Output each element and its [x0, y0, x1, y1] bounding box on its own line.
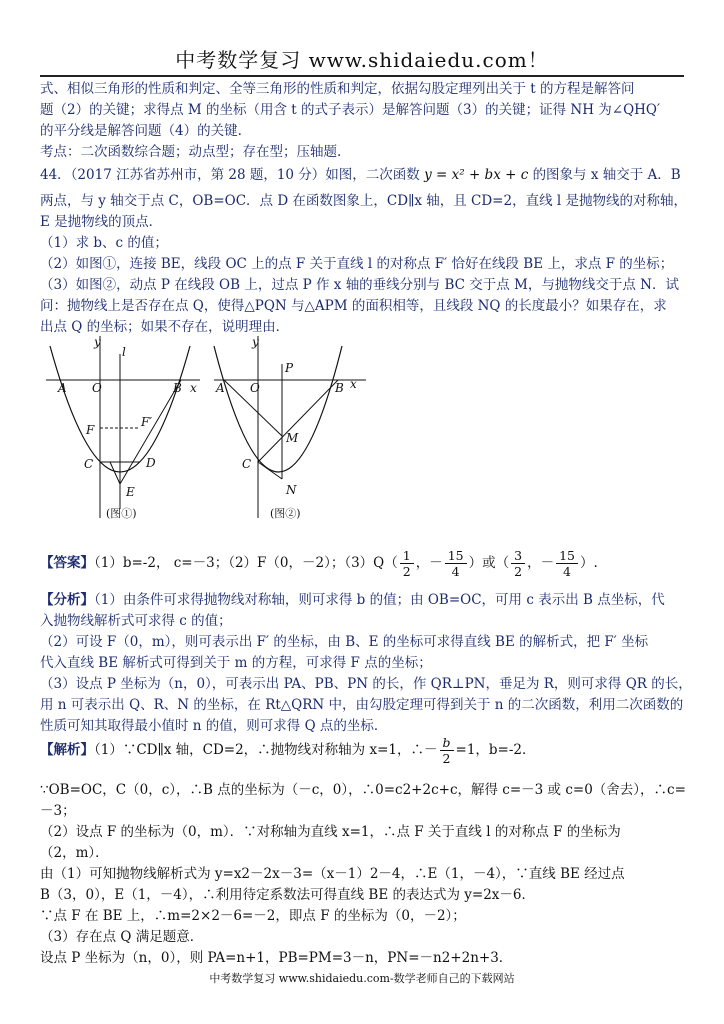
fraction-2: $\frac{15}{4}$ — [445, 548, 467, 579]
fraction-4: $\frac{15}{4}$ — [556, 548, 578, 579]
fig2-label-m: M — [286, 431, 299, 445]
solution-text: （1）∵CD∥x 轴，CD=2，∴抛物线对称轴为 x=1，∴ — [94, 742, 424, 758]
answer-comma: ， — [415, 555, 430, 571]
quadratic-function: y = x² + bx + c — [424, 167, 529, 183]
fig1-label-d: D — [146, 456, 156, 470]
solution-line-3: －3； — [40, 803, 76, 819]
fig1-label-f-prime: F′ — [141, 415, 153, 429]
fig1-label-b: B — [173, 381, 182, 395]
fig2-label-p: P — [285, 361, 294, 375]
solution-text-tail: =1，b=-2． — [455, 742, 536, 758]
header-divider — [40, 75, 684, 77]
minus-sign: － — [429, 555, 443, 571]
solution-line-5: （2，m）． — [40, 845, 109, 861]
solution-line-4: （2）设点 F 的坐标为（0，m）．∵对称轴为直线 x=1，∴点 F 关于直线 l 的对称点 F 的坐标为 — [40, 824, 621, 840]
answer-end: ）. — [579, 555, 598, 571]
fig2-label-x: x — [350, 377, 357, 391]
analysis-line-7: 性质可知其取得最小值时 n 的值，则可求得 Q 点的坐标． — [40, 718, 388, 734]
analysis-line-5: （3）设点 P 坐标为（n，0），可表示出 PA、PB、PN 的长，作 QR⊥PN，垂足为 R，则可求得 QR 的长， — [40, 676, 692, 692]
fig2-label-n: N — [286, 483, 297, 497]
page-header-title: 中考数学复习 www.shidaiedu.com！ — [175, 48, 549, 72]
answer-text: （1）b=-2， c=－3；（2）F（0，－2）；（3）Q（ — [94, 555, 398, 571]
segment-bc — [258, 380, 338, 462]
analysis-line-4: 代入直线 BE 解析式可得到关于 m 的方程，可求得 F 点的坐标； — [40, 655, 432, 671]
intro-line-2: 题（2）的关键；求得点 M 的坐标（用含 t 的式子表示）是解答问题（3）的关键；证得 NH 为∠QHQ′ — [40, 102, 661, 118]
intro-line-1: 式、相似三角形的性质和判定、全等三角形的性质和判定，依据勾股定理列出关于 t 的方程是解答问 — [40, 81, 635, 97]
problem-line-2: 两点，与 y 轴交于点 C，OB=OC．点 D 在函数图象上，CD∥x 轴，且 CD=2，直线 l 是抛物线的对称轴， — [40, 193, 687, 209]
answer-line — [40, 548, 598, 579]
solution-line-1 — [40, 735, 536, 766]
fig2-label-b: B — [335, 381, 344, 395]
figure-1 — [40, 334, 210, 526]
parabola-curve — [214, 346, 342, 472]
problem-line-8: 出点 Q 的坐标；如果不存在，说明理由． — [40, 319, 290, 335]
fraction-1: $\frac{1}{2}$ — [400, 548, 414, 579]
problem-part-2: （2）如图①，连接 BE，线段 OC 上的点 F 关于直线 l 的对称点 F′ 恰好在线段 BE 上，求点 F 的坐标； — [40, 256, 674, 272]
page-footer: 中考数学复习 www.shidaiedu.com-数学老师自己的下载网站 — [209, 972, 515, 985]
solution-line-10: 设点 P 坐标为（n，0），则 PA=n+1，PB=PM=3－n，PN=－n2+2n+3． — [40, 950, 513, 966]
fig1-label-x: x — [190, 381, 197, 395]
fig2-label-o: O — [250, 381, 260, 395]
solution-line-6: 由（1）可知抛物线解析式为 y=x2－2x－3=（x－1）2－4，∴E（1，－4），∵直线 BE 经过点 — [40, 866, 625, 882]
problem-line-1 — [40, 166, 681, 184]
solution-line-9: （3）存在点 Q 满足题意． — [40, 929, 204, 945]
analysis-text: （1）由条件可求得抛物线对称轴，则可求得 b 的值；由 OB=OC，可用 c 表示出 B 点坐标，代 — [94, 592, 665, 608]
fig1-label-l: l — [122, 345, 126, 359]
fig2-label-a: A — [216, 381, 225, 395]
problem-part-3: （3）如图②，动点 P 在线段 OB 上，过点 P 作 x 轴的垂线分别与 BC 交于点 M，与抛物线交于点 N．试 — [40, 277, 679, 293]
figure-2 — [210, 334, 370, 526]
problem-line-7: 问：抛物线上是否存在点 Q，使得△PQN 与△APM 的面积相等，且线段 NQ 的长度最小？如果存在，求 — [40, 298, 667, 314]
problem-stem-tail: 的图象与 x 轴交于 A．B — [532, 167, 681, 183]
fig1-label-o: O — [92, 381, 102, 395]
fig2-caption: (图②) — [270, 507, 301, 520]
analysis-tag: 【分析】 — [40, 592, 94, 608]
segment-cn — [258, 462, 282, 479]
answer-or: ）或（ — [468, 555, 510, 571]
solution-tag: 【解析】 — [40, 742, 94, 758]
fig1-label-f: F — [86, 423, 95, 437]
analysis-line-1 — [40, 591, 665, 609]
fig1-label-c: C — [84, 457, 94, 471]
analysis-line-3: （2）可设 F（0，m），则可表示出 F′ 的坐标，由 B、E 的坐标可求得直线 BE 的解析式，把 F′ 坐标 — [40, 634, 649, 650]
intro-line-3: 的平分线是解答问题（4）的关键. — [40, 123, 242, 139]
fig1-caption: (图①) — [106, 507, 137, 520]
fig1-label-y: y — [94, 335, 101, 349]
fraction-3: $\frac{3}{2}$ — [511, 548, 525, 579]
solution-line-7: B（3，0），E（1，－4），∴利用待定系数法可得直线 BE 的表达式为 y=2x－6． — [40, 887, 536, 903]
fraction-b-over-2: $\frac{b}{2}$ — [440, 735, 454, 766]
answer-tag: 【答案】 — [40, 555, 94, 571]
minus-sign: － — [424, 742, 438, 758]
problem-line-3: E 是抛物线的顶点． — [40, 214, 163, 230]
fig1-label-a: A — [58, 381, 67, 395]
analysis-line-6: 用 n 可表示出 Q、R、N 的坐标，在 Rt△QRN 中，由勾股定理可得到关于 n 的二次函数，利用二次函数的 — [40, 697, 684, 713]
problem-stem: 44．（2017 江苏省苏州市，第 28 题，10 分）如图，二次函数 — [40, 167, 420, 183]
fig2-label-y: y — [252, 335, 259, 349]
problem-part-1: （1）求 b、c 的值； — [40, 235, 168, 251]
aux-segment — [110, 462, 120, 484]
solution-line-8: ∵点 F 在 BE 上，∴m=2×2－6=－2，即点 F 的坐标为（0，－2）； — [40, 908, 466, 924]
answer-comma: ， — [527, 555, 541, 571]
intro-line-4: 考点：二次函数综合题；动点型；存在型；压轴题. — [40, 144, 342, 160]
solution-line-2: ∵OB=OC，C（0，c），∴B 点的坐标为（－c，0），∴0=c2+2c+c，解得 c=－3 或 c=0（舍去），∴c= — [40, 782, 686, 798]
analysis-line-2: 入抛物线解析式可求得 c 的值； — [40, 613, 232, 629]
fig1-label-e: E — [126, 485, 135, 499]
minus-sign: － — [540, 555, 555, 571]
fig2-label-c: C — [242, 457, 252, 471]
